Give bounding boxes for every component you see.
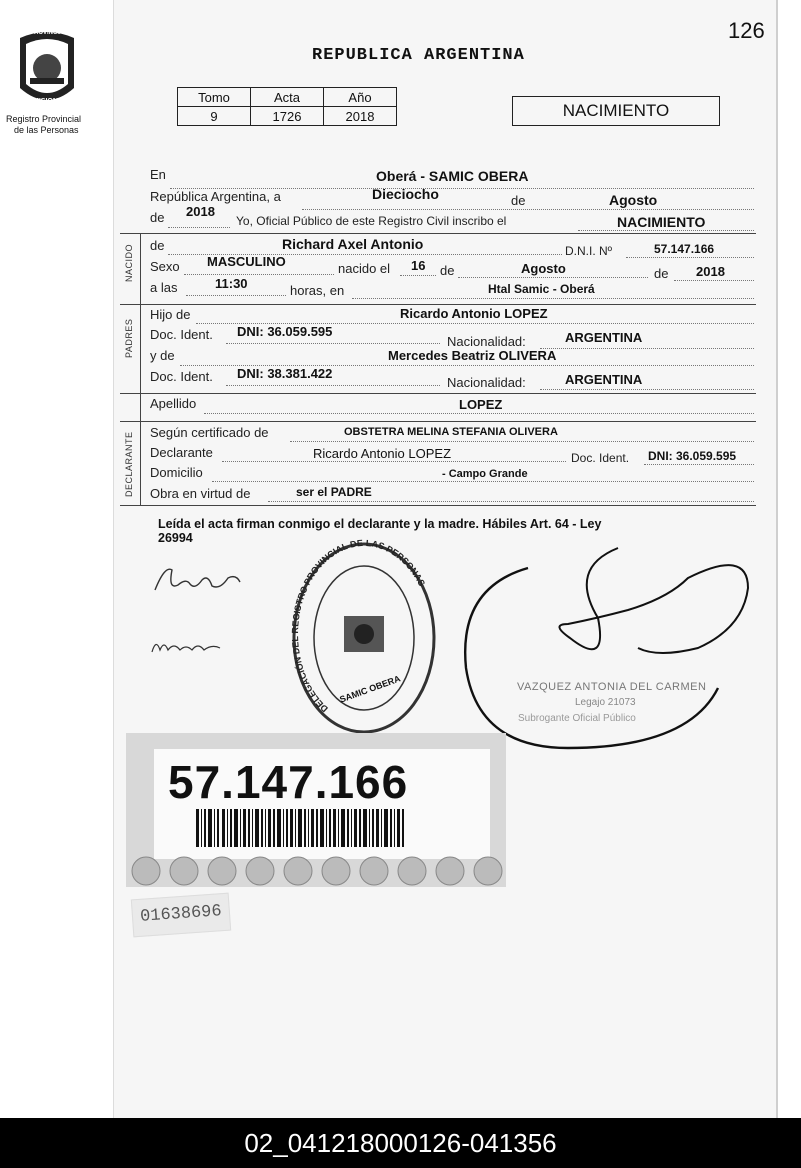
value-father-name: Ricardo Antonio LOPEZ — [400, 306, 548, 321]
dotted-line — [226, 385, 440, 386]
dotted-line — [578, 230, 754, 231]
label-apellido: Apellido — [150, 396, 197, 411]
anio-value: 2018 — [324, 107, 397, 126]
value-father-nationality: ARGENTINA — [565, 330, 643, 345]
signature-mother — [148, 632, 228, 665]
registry-seal-stamp — [288, 538, 440, 738]
act-type-box: NACIMIENTO — [512, 96, 720, 126]
logo-text-top: PROVINCIA DE — [30, 30, 74, 36]
label-nacido-el: nacido el — [338, 261, 391, 276]
official-stamp-line3: Subrogante Oficial Público — [518, 713, 636, 724]
value-mother-nationality: ARGENTINA — [565, 372, 643, 387]
label-father-doc: Doc. Ident. — [150, 327, 213, 342]
value-child-name: Richard Axel Antonio — [282, 236, 424, 252]
label-obra: Obra en virtud de — [150, 486, 251, 501]
official-stamp-line2: Legajo 21073 — [575, 697, 636, 708]
country-title: REPUBLICA ARGENTINA — [312, 46, 525, 65]
value-year: 2018 — [186, 204, 215, 219]
value-sex: MASCULINO — [207, 254, 286, 269]
label-mother-nationality: Nacionalidad: — [447, 375, 526, 390]
separator-declarante-bottom — [120, 505, 756, 506]
tomo-header: Tomo — [178, 88, 251, 107]
dotted-line — [540, 389, 754, 390]
value-act: NACIMIENTO — [617, 214, 706, 230]
separator-declarante-top — [120, 421, 756, 422]
label-father-nationality: Nacionalidad: — [447, 334, 526, 349]
value-birth-month: Agosto — [521, 261, 566, 276]
value-declarant-doc: DNI: 36.059.595 — [648, 449, 737, 463]
dotted-line — [212, 481, 754, 482]
dotted-line — [226, 343, 440, 344]
dotted-line — [540, 348, 754, 349]
label-de-birth-year: de — [654, 266, 669, 281]
label-domicilio: Domicilio — [150, 465, 203, 480]
label-de-child: de — [150, 238, 165, 253]
label-declarante: Declarante — [150, 445, 213, 460]
side-label-padres: PADRES — [124, 318, 134, 358]
label-horas-en: horas, en — [290, 283, 345, 298]
value-father-doc: DNI: 36.059.595 — [237, 324, 333, 339]
sticker-number: 01638696 — [131, 893, 231, 938]
value-mother-doc: DNI: 38.381.422 — [237, 366, 333, 381]
sticker-pattern — [126, 853, 506, 887]
value-mother-name: Mercedes Beatriz OLIVERA — [388, 348, 557, 363]
dotted-line — [222, 461, 566, 462]
record-table — [177, 87, 397, 126]
value-birth-place: Htal Samic - Oberá — [488, 282, 595, 296]
dotted-line — [626, 257, 754, 258]
value-surname: LOPEZ — [459, 397, 503, 412]
label-en: En — [150, 167, 166, 182]
side-label-nacido: NACIDO — [124, 243, 134, 282]
value-by-virtue-of: ser el PADRE — [296, 485, 372, 499]
label-de-month: de — [511, 193, 526, 208]
stamp-bottom-text: SAMIC OBERA — [338, 673, 402, 705]
value-address: - Campo Grande — [442, 468, 528, 480]
anio-header: Año — [324, 88, 397, 107]
side-label-declarante: DECLARANTE — [124, 431, 134, 497]
label-declarant-doc: Doc. Ident. — [571, 451, 630, 465]
dotted-line — [352, 298, 754, 299]
value-certificate-by: OBSTETRA MELINA STEFANIA OLIVERA — [344, 426, 558, 438]
label-y-de: y de — [150, 348, 175, 363]
label-mother-doc: Doc. Ident. — [150, 369, 213, 384]
dotted-line — [302, 209, 754, 210]
label-republica: República Argentina, a — [150, 189, 281, 204]
dotted-line — [168, 227, 230, 228]
signature-declarant — [150, 560, 245, 605]
label-hijo-de: Hijo de — [150, 307, 191, 322]
dotted-line — [458, 277, 648, 278]
label-oficial: Yo, Oficial Público de este Registro Civil inscribo el — [236, 214, 507, 228]
registry-name-line2: de las Personas — [14, 125, 79, 135]
separator-padres-bottom — [120, 393, 756, 394]
value-birth-year: 2018 — [696, 264, 725, 279]
label-a-las: a las — [150, 280, 178, 295]
barcode-bars — [196, 809, 406, 852]
value-place: Oberá - SAMIC OBERA — [376, 168, 529, 184]
label-sexo: Sexo — [150, 259, 180, 274]
label-dni: D.N.I. Nº — [565, 244, 613, 258]
barcode-number: 57.147.166 — [168, 756, 409, 808]
barcode-sticker — [126, 733, 506, 887]
tomo-value: 9 — [178, 107, 251, 126]
label-de-year: de — [150, 210, 165, 225]
file-id-footer: 02_041218000126-041356 — [0, 1118, 801, 1168]
svg-text:DELEGACIÓN DEL REGISTRO PROVIN: DELEGACIÓN DEL REGISTRO PROVINCIAL DE LAS PERSONAS — [290, 538, 427, 715]
value-month: Agosto — [609, 192, 658, 208]
value-birth-day: 16 — [411, 258, 426, 273]
dotted-line — [644, 464, 754, 465]
value-declarant: Ricardo Antonio LOPEZ — [313, 446, 452, 461]
dotted-line — [674, 280, 754, 281]
separator-padres-top — [120, 304, 756, 305]
acta-header: Acta — [251, 88, 324, 107]
dotted-line — [400, 275, 436, 276]
value-child-dni: 57.147.166 — [654, 242, 715, 256]
page-number: 126 — [728, 18, 765, 43]
registry-logo — [12, 28, 82, 112]
label-segun: Según certificado de — [150, 425, 269, 440]
official-stamp-name: VAZQUEZ ANTONIA DEL CARMEN — [517, 681, 707, 693]
logo-text-bottom: MISIONES — [33, 98, 68, 105]
closing-law-number: 26994 — [158, 531, 193, 545]
dotted-line — [268, 501, 754, 502]
dotted-line — [184, 274, 334, 275]
dotted-line — [290, 441, 754, 442]
value-day-words: Dieciocho — [372, 186, 439, 202]
separator-nacido-top — [120, 233, 756, 234]
registry-name-line1: Registro Provincial — [6, 114, 82, 124]
acta-value: 1726 — [251, 107, 324, 126]
dotted-line — [186, 295, 286, 296]
side-column-divider — [140, 233, 141, 505]
dotted-line — [204, 413, 754, 414]
value-birth-time: 11:30 — [215, 276, 248, 291]
label-de-birth-month: de — [440, 263, 455, 278]
closing-text: Leída el acta firman conmigo el declarante y la madre. Hábiles Art. 64 - Ley — [158, 517, 602, 531]
